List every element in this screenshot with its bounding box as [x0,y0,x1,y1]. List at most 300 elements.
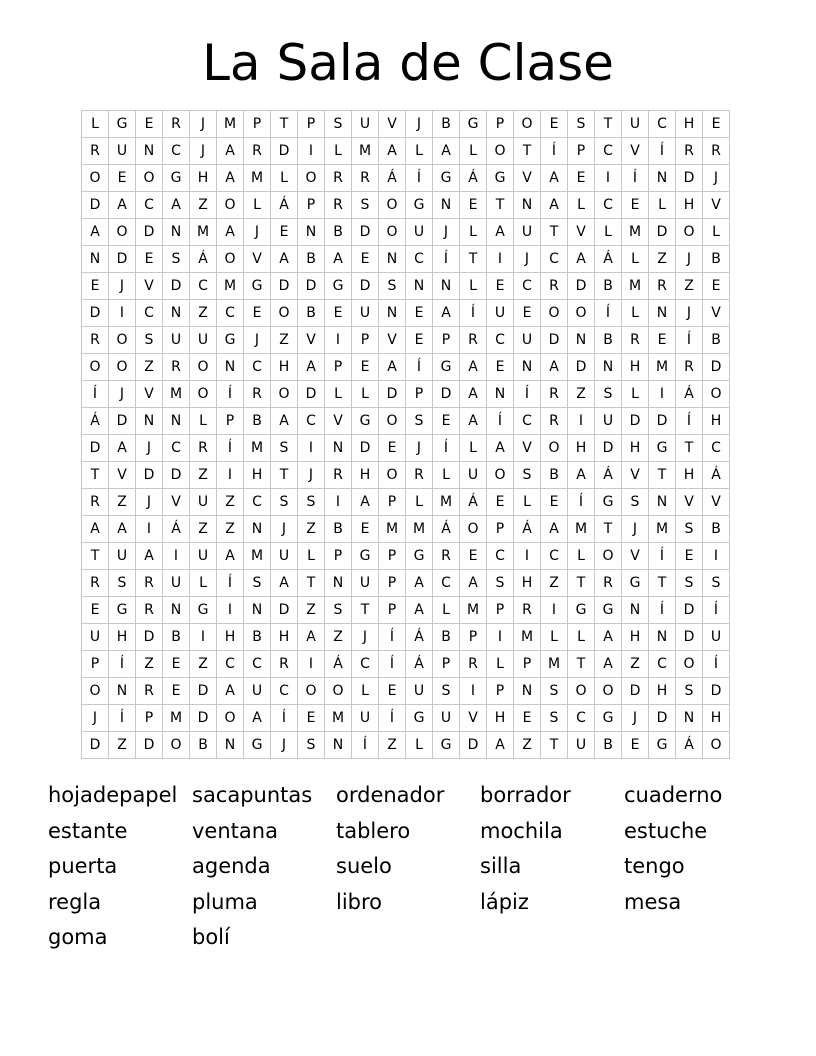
grid-cell: V [298,327,325,354]
grid-cell: O [190,381,217,408]
grid-cell: N [136,408,163,435]
grid-cell: B [190,732,217,759]
grid-cell: Í [379,651,406,678]
grid-row [82,516,730,543]
grid-cell: Á [271,192,298,219]
grid-cell: Í [649,543,676,570]
grid-cell: D [676,597,703,624]
grid-cell: Á [703,462,730,489]
grid-cell: E [352,516,379,543]
grid-cell: P [82,651,109,678]
grid-cell: Z [190,516,217,543]
grid-cell: V [514,165,541,192]
grid-cell: O [676,219,703,246]
grid-cell: S [514,462,541,489]
grid-cell: D [163,273,190,300]
grid-cell: G [487,165,514,192]
grid-cell: J [676,246,703,273]
grid-cell: T [568,651,595,678]
grid-cell: R [82,138,109,165]
grid-cell: J [622,516,649,543]
grid-cell: S [244,570,271,597]
grid-cell: P [460,624,487,651]
grid-cell: Z [136,354,163,381]
grid-cell: Z [514,732,541,759]
grid-row [82,678,730,705]
grid-row [82,570,730,597]
grid-cell: Z [541,570,568,597]
word-list-item: lápiz [480,889,529,914]
grid-cell: H [622,624,649,651]
grid-cell: E [379,678,406,705]
grid-cell: A [433,300,460,327]
grid-cell: N [163,408,190,435]
grid-cell: E [325,300,352,327]
grid-cell: E [676,543,703,570]
grid-cell: L [325,381,352,408]
grid-cell: Á [406,624,433,651]
word-list-item: estuche [624,818,708,843]
grid-cell: D [271,273,298,300]
grid-cell: L [406,489,433,516]
grid-cell: H [109,624,136,651]
grid-cell: P [487,516,514,543]
grid-cell: A [487,732,514,759]
grid-cell: N [568,327,595,354]
grid-cell: G [406,705,433,732]
grid-cell: L [622,381,649,408]
grid-cell: Á [595,246,622,273]
grid-cell: C [514,408,541,435]
grid-cell: A [271,570,298,597]
grid-cell: G [244,732,271,759]
grid-cell: D [190,705,217,732]
grid-cell: R [163,111,190,138]
grid-cell: O [82,165,109,192]
grid-cell: L [190,570,217,597]
grid-cell: L [703,219,730,246]
grid-cell: G [622,570,649,597]
grid-cell: V [568,219,595,246]
grid-cell: R [163,354,190,381]
grid-cell: M [244,543,271,570]
grid-row [82,732,730,759]
grid-cell: N [649,300,676,327]
grid-cell: B [541,462,568,489]
grid-cell: Á [514,516,541,543]
grid-cell: Z [298,597,325,624]
grid-cell: B [163,624,190,651]
grid-cell: U [190,543,217,570]
word-list-item: cuaderno [624,783,723,807]
grid-cell: C [568,705,595,732]
grid-cell: M [244,165,271,192]
grid-cell: G [595,705,622,732]
grid-cell: U [487,300,514,327]
grid-cell: Í [676,408,703,435]
grid-cell: O [379,219,406,246]
grid-cell: E [460,543,487,570]
grid-cell: Z [568,381,595,408]
grid-cell: R [82,327,109,354]
grid-cell: Á [379,165,406,192]
grid-cell: R [82,489,109,516]
grid-cell: P [487,597,514,624]
grid-cell: J [190,138,217,165]
grid-cell: E [352,354,379,381]
grid-cell: Z [217,516,244,543]
grid-cell: I [649,381,676,408]
grid-cell: G [190,597,217,624]
grid-row [82,624,730,651]
grid-cell: A [379,138,406,165]
grid-cell: M [568,516,595,543]
grid-cell: N [325,435,352,462]
grid-cell: U [82,624,109,651]
grid-cell: D [649,705,676,732]
grid-cell: A [109,192,136,219]
grid-cell: H [703,705,730,732]
grid-cell: Í [271,705,298,732]
grid-cell: Z [622,651,649,678]
grid-cell: A [217,678,244,705]
grid-cell: V [244,246,271,273]
grid-cell: S [109,570,136,597]
grid-cell: H [568,435,595,462]
grid-cell: I [109,300,136,327]
grid-cell: J [190,111,217,138]
grid-cell: I [190,624,217,651]
grid-cell: J [82,705,109,732]
grid-cell: P [568,138,595,165]
grid-cell: U [109,543,136,570]
grid-cell: P [514,651,541,678]
grid-cell: A [460,408,487,435]
grid-cell: U [190,489,217,516]
grid-cell: N [433,192,460,219]
grid-cell: E [163,678,190,705]
grid-cell: V [514,435,541,462]
grid-cell: R [325,165,352,192]
grid-cell: A [298,624,325,651]
grid-cell: U [190,327,217,354]
word-list-item: sacapuntas [192,783,313,807]
grid-cell: O [460,516,487,543]
grid-cell: Í [649,597,676,624]
grid-cell: O [163,732,190,759]
grid-cell: G [595,597,622,624]
grid-cell: T [568,570,595,597]
grid-cell: D [136,462,163,489]
grid-cell: O [703,732,730,759]
grid-cell: S [271,489,298,516]
grid-cell: Í [109,705,136,732]
grid-cell: V [379,327,406,354]
grid-cell: S [325,597,352,624]
grid-cell: V [703,192,730,219]
grid-cell: D [676,165,703,192]
grid-row [82,408,730,435]
grid-cell: N [379,246,406,273]
grid-cell: L [82,111,109,138]
grid-cell: A [298,354,325,381]
grid-cell: U [352,705,379,732]
grid-cell: L [352,678,379,705]
grid-cell: D [271,597,298,624]
grid-cell: J [136,489,163,516]
grid-cell: R [433,543,460,570]
grid-cell: Í [676,327,703,354]
grid-cell: P [379,489,406,516]
grid-cell: N [514,192,541,219]
grid-cell: Á [595,462,622,489]
grid-cell: Z [190,300,217,327]
grid-cell: C [595,192,622,219]
grid-cell: M [190,219,217,246]
grid-cell: G [568,597,595,624]
grid-cell: B [703,516,730,543]
grid-cell: T [82,462,109,489]
grid-cell: C [595,138,622,165]
grid-cell: C [217,300,244,327]
grid-cell: S [352,192,379,219]
grid-cell: U [406,219,433,246]
grid-cell: O [568,300,595,327]
grid-cell: L [190,408,217,435]
grid-cell: G [217,327,244,354]
grid-cell: D [379,381,406,408]
word-list-item: goma [48,925,108,949]
grid-row [82,219,730,246]
grid-cell: D [703,354,730,381]
grid-cell: E [244,300,271,327]
grid-cell: G [433,165,460,192]
grid-cell: A [433,138,460,165]
grid-cell: S [163,246,190,273]
grid-cell: N [433,273,460,300]
grid-cell: Z [136,651,163,678]
grid-cell: N [136,138,163,165]
grid-cell: L [298,543,325,570]
grid-cell: E [82,273,109,300]
grid-cell: A [595,624,622,651]
grid-cell: P [325,354,352,381]
grid-cell: S [298,489,325,516]
grid-cell: A [244,705,271,732]
grid-cell: O [514,111,541,138]
grid-cell: A [271,408,298,435]
grid-cell: A [271,246,298,273]
grid-cell: S [541,678,568,705]
grid-cell: N [325,570,352,597]
grid-cell: D [460,732,487,759]
grid-cell: D [595,435,622,462]
grid-cell: G [649,732,676,759]
grid-cell: Z [271,327,298,354]
grid-cell: A [541,165,568,192]
grid-cell: H [649,678,676,705]
grid-cell: R [82,570,109,597]
grid-cell: P [136,705,163,732]
grid-cell: D [136,219,163,246]
grid-cell: Á [460,489,487,516]
grid-cell: O [190,354,217,381]
grid-cell: E [649,327,676,354]
grid-cell: L [649,192,676,219]
grid-cell: V [460,705,487,732]
grid-cell: T [352,597,379,624]
grid-cell: V [703,489,730,516]
grid-cell: Z [217,489,244,516]
grid-cell: G [352,543,379,570]
grid-cell: E [541,111,568,138]
grid-cell: N [487,381,514,408]
grid-cell: P [379,597,406,624]
grid-row [82,651,730,678]
grid-cell: E [487,489,514,516]
grid-cell: O [595,543,622,570]
grid-cell: Á [676,381,703,408]
grid-cell: U [568,732,595,759]
grid-cell: A [541,192,568,219]
grid-row [82,354,730,381]
grid-cell: T [649,570,676,597]
grid-cell: I [487,246,514,273]
grid-cell: H [352,462,379,489]
grid-cell: I [217,597,244,624]
grid-cell: R [703,138,730,165]
grid-row [82,462,730,489]
word-list-item: tablero [336,818,411,843]
grid-cell: O [541,300,568,327]
grid-cell: N [406,273,433,300]
grid-row [82,327,730,354]
grid-cell: M [379,516,406,543]
grid-cell: G [406,543,433,570]
grid-cell: N [514,678,541,705]
grid-cell: A [595,651,622,678]
grid-cell: Í [649,138,676,165]
grid-cell: B [433,111,460,138]
grid-cell: S [541,705,568,732]
grid-row [82,138,730,165]
grid-cell: O [82,354,109,381]
grid-cell: B [325,219,352,246]
grid-cell: R [136,678,163,705]
grid-cell: B [703,327,730,354]
grid-cell: D [703,678,730,705]
grid-cell: B [433,624,460,651]
grid-cell: C [217,651,244,678]
grid-row [82,381,730,408]
grid-cell: E [460,192,487,219]
grid-cell: O [109,327,136,354]
grid-cell: L [514,489,541,516]
grid-cell: N [244,597,271,624]
grid-cell: H [271,624,298,651]
grid-cell: S [568,111,595,138]
grid-cell: R [406,462,433,489]
grid-cell: T [487,192,514,219]
grid-cell: L [460,138,487,165]
grid-cell: E [514,705,541,732]
grid-cell: N [649,489,676,516]
grid-cell: N [217,354,244,381]
grid-cell: P [352,327,379,354]
grid-cell: U [514,219,541,246]
grid-cell: B [298,246,325,273]
grid-cell: Í [433,246,460,273]
grid-cell: H [244,462,271,489]
grid-cell: O [676,651,703,678]
grid-cell: H [676,192,703,219]
grid-cell: P [487,678,514,705]
grid-cell: V [379,111,406,138]
grid-cell: O [109,219,136,246]
grid-cell: C [136,192,163,219]
grid-cell: E [271,219,298,246]
grid-cell: Z [190,651,217,678]
grid-cell: Í [703,597,730,624]
grid-cell: E [352,246,379,273]
grid-cell: D [136,732,163,759]
grid-cell: J [514,246,541,273]
grid-cell: G [460,111,487,138]
grid-cell: N [163,219,190,246]
grid-cell: M [406,516,433,543]
grid-cell: O [541,435,568,462]
word-list-item: mochila [480,818,563,843]
grid-cell: D [82,435,109,462]
grid-cell: E [433,408,460,435]
grid-cell: U [163,570,190,597]
grid-cell: A [217,138,244,165]
grid-cell: D [352,273,379,300]
grid-row [82,489,730,516]
grid-cell: O [703,381,730,408]
grid-cell: E [379,435,406,462]
grid-cell: Z [298,516,325,543]
grid-cell: Í [379,624,406,651]
grid-row [82,300,730,327]
grid-cell: R [676,354,703,381]
grid-row [82,246,730,273]
grid-cell: D [541,327,568,354]
grid-cell: Z [649,246,676,273]
grid-cell: E [541,489,568,516]
grid-cell: M [460,597,487,624]
grid-cell: G [325,273,352,300]
grid-cell: R [136,597,163,624]
grid-cell: O [136,165,163,192]
grid-cell: T [541,732,568,759]
grid-cell: O [271,381,298,408]
grid-cell: Z [109,732,136,759]
grid-cell: D [82,732,109,759]
grid-cell: G [244,273,271,300]
grid-cell: J [352,624,379,651]
grid-cell: S [703,570,730,597]
grid-cell: T [595,111,622,138]
grid-cell: N [163,597,190,624]
grid-cell: B [325,516,352,543]
grid-cell: M [649,516,676,543]
grid-cell: Z [379,732,406,759]
grid-cell: N [379,300,406,327]
grid-cell: R [541,408,568,435]
grid-cell: Z [676,273,703,300]
grid-cell: C [514,273,541,300]
